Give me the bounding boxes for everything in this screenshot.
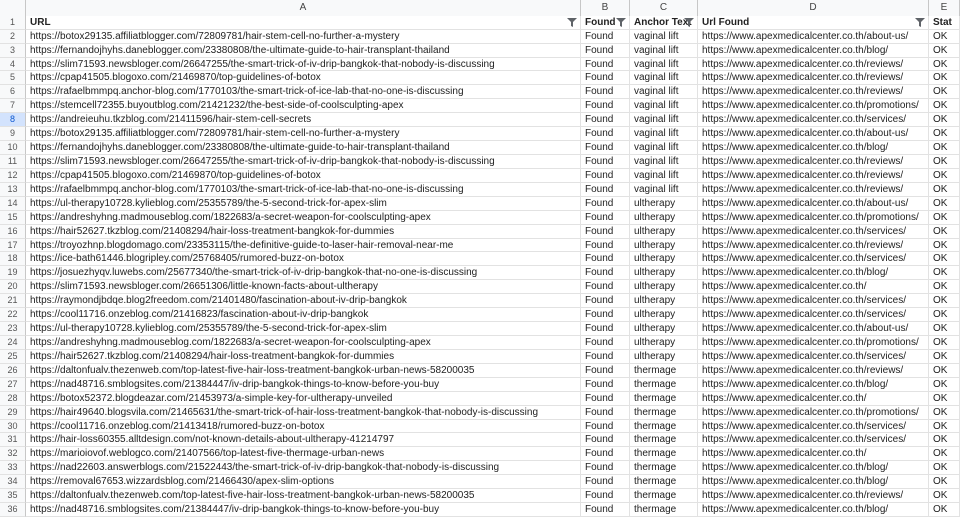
row-number[interactable]: 7 — [0, 99, 26, 113]
cell-status[interactable]: OK — [929, 252, 960, 266]
cell-anchor-text[interactable]: vaginal lift — [630, 169, 698, 183]
cell-url-found[interactable]: https://www.apexmedicalcenter.co.th/blog/ — [698, 44, 929, 58]
cell-anchor-text[interactable]: thermage — [630, 461, 698, 475]
cell-url-found[interactable]: https://www.apexmedicalcenter.co.th/reviews/ — [698, 58, 929, 72]
cell-url[interactable]: https://daltonfualv.thezenweb.com/top-latest-five-hair-loss-treatment-bangkok-urban-news-58200035 — [26, 489, 581, 503]
cell-status[interactable]: OK — [929, 71, 960, 85]
row-number[interactable]: 25 — [0, 350, 26, 364]
cell-found[interactable]: Found — [581, 71, 630, 85]
cell-url-found[interactable]: https://www.apexmedicalcenter.co.th/about-us/ — [698, 322, 929, 336]
cell-status[interactable]: OK — [929, 503, 960, 517]
table-row — [0, 113, 960, 127]
cell-url-found[interactable]: https://www.apexmedicalcenter.co.th/reviews/ — [698, 239, 929, 253]
cell-url[interactable]: https://nad22603.answerblogs.com/21522443/the-smart-trick-of-iv-drip-bangkok-that-nobody-is-discussing — [26, 461, 581, 475]
cell-found[interactable]: Found — [581, 266, 630, 280]
table-row — [0, 503, 960, 517]
cell-anchor-text[interactable]: thermage — [630, 489, 698, 503]
cell-anchor-text[interactable]: thermage — [630, 475, 698, 489]
header-url[interactable] — [26, 16, 581, 30]
table-row — [0, 392, 960, 406]
cell-status[interactable]: OK — [929, 127, 960, 141]
cell-url-found[interactable]: https://www.apexmedicalcenter.co.th/reviews/ — [698, 169, 929, 183]
cell-status[interactable]: OK — [929, 225, 960, 239]
cell-status[interactable]: OK — [929, 183, 960, 197]
cell-anchor-text[interactable]: thermage — [630, 378, 698, 392]
cell-url-found[interactable]: https://www.apexmedicalcenter.co.th/reviews/ — [698, 183, 929, 197]
cell-anchor-text[interactable]: thermage — [630, 503, 698, 517]
cell-status[interactable]: OK — [929, 406, 960, 420]
cell-found[interactable]: Found — [581, 350, 630, 364]
table-row — [0, 183, 960, 197]
cell-status[interactable]: OK — [929, 30, 960, 44]
cell-found[interactable]: Found — [581, 475, 630, 489]
cell-url-found[interactable]: https://www.apexmedicalcenter.co.th/ — [698, 280, 929, 294]
table-row — [0, 71, 960, 85]
cell-url[interactable]: https://andreshyhng.madmouseblog.com/1822683/a-secret-weapon-for-coolsculpting-apex — [26, 336, 581, 350]
header-url-label: URL — [30, 17, 51, 28]
row-number[interactable]: 12 — [0, 169, 26, 183]
cell-anchor-text[interactable]: vaginal lift — [630, 113, 698, 127]
cell-status[interactable]: OK — [929, 113, 960, 127]
table-row — [0, 475, 960, 489]
row-number[interactable]: 2 — [0, 30, 26, 44]
cell-url-found[interactable]: https://www.apexmedicalcenter.co.th/blog/ — [698, 141, 929, 155]
cell-anchor-text[interactable]: vaginal lift — [630, 99, 698, 113]
cell-found[interactable]: Found — [581, 503, 630, 517]
cell-url[interactable]: https://nad48716.smblogsites.com/21384447/iv-drip-bangkok-things-to-know-before-you-buy — [26, 378, 581, 392]
cell-found[interactable]: Found — [581, 461, 630, 475]
filter-icon[interactable] — [915, 18, 925, 27]
row-number[interactable]: 32 — [0, 447, 26, 461]
cell-url-found[interactable]: https://www.apexmedicalcenter.co.th/services/ — [698, 420, 929, 434]
cell-found[interactable]: Found — [581, 44, 630, 58]
table-row — [0, 155, 960, 169]
cell-url[interactable]: https://fernandojhyhs.daneblogger.com/23380808/the-ultimate-guide-to-hair-transplant-thailand — [26, 44, 581, 58]
cell-status[interactable]: OK — [929, 239, 960, 253]
cell-url[interactable]: https://cpap41505.blogoxo.com/21469870/top-guidelines-of-botox — [26, 169, 581, 183]
cell-url[interactable]: https://slim71593.newsbloger.com/26651306/little-known-facts-about-ultherapy — [26, 280, 581, 294]
cell-url-found[interactable]: https://www.apexmedicalcenter.co.th/blog/ — [698, 378, 929, 392]
column-header-b[interactable]: B — [581, 0, 630, 16]
cell-found[interactable]: Found — [581, 378, 630, 392]
cell-anchor-text[interactable]: ultherapy — [630, 308, 698, 322]
cell-status[interactable]: OK — [929, 461, 960, 475]
cell-url-found[interactable]: https://www.apexmedicalcenter.co.th/promotions/ — [698, 211, 929, 225]
cell-found[interactable]: Found — [581, 447, 630, 461]
cell-url-found[interactable]: https://www.apexmedicalcenter.co.th/blog/ — [698, 503, 929, 517]
cell-anchor-text[interactable]: ultherapy — [630, 197, 698, 211]
cell-url[interactable]: https://hair49640.blogsvila.com/21465631/the-smart-trick-of-hair-loss-treatment-bangkok-that-nobody-is-discussing — [26, 406, 581, 420]
table-row — [0, 127, 960, 141]
cell-url-found[interactable]: https://www.apexmedicalcenter.co.th/promotions/ — [698, 99, 929, 113]
cell-status[interactable]: OK — [929, 197, 960, 211]
cell-found[interactable]: Found — [581, 280, 630, 294]
cell-url[interactable]: https://hair52627.tkzblog.com/21408294/hair-loss-treatment-bangkok-for-dummies — [26, 350, 581, 364]
cell-status[interactable]: OK — [929, 99, 960, 113]
cell-status[interactable]: OK — [929, 58, 960, 72]
cell-found[interactable]: Found — [581, 183, 630, 197]
cell-anchor-text[interactable]: ultherapy — [630, 252, 698, 266]
row-number[interactable]: 4 — [0, 58, 26, 72]
cell-url[interactable]: https://andreieuhu.tkzblog.com/21411596/hair-stem-cell-secrets — [26, 113, 581, 127]
cell-found[interactable]: Found — [581, 30, 630, 44]
cell-found[interactable]: Found — [581, 336, 630, 350]
cell-found[interactable]: Found — [581, 169, 630, 183]
row-number[interactable]: 17 — [0, 239, 26, 253]
cell-anchor-text[interactable]: vaginal lift — [630, 30, 698, 44]
cell-status[interactable]: OK — [929, 420, 960, 434]
row-number[interactable]: 9 — [0, 127, 26, 141]
row-number[interactable]: 21 — [0, 294, 26, 308]
cell-url-found[interactable]: https://www.apexmedicalcenter.co.th/reviews/ — [698, 71, 929, 85]
cell-anchor-text[interactable]: ultherapy — [630, 280, 698, 294]
cell-url-found[interactable]: https://www.apexmedicalcenter.co.th/services/ — [698, 350, 929, 364]
cell-url[interactable]: https://removal67653.wizzardsblog.com/21466430/apex-slim-options — [26, 475, 581, 489]
cell-anchor-text[interactable]: vaginal lift — [630, 58, 698, 72]
cell-url[interactable]: https://rafaelbmmpq.anchor-blog.com/1770103/the-smart-trick-of-ice-lab-that-no-one-is-discussing — [26, 183, 581, 197]
cell-url[interactable]: https://botox52372.blogdeazar.com/21453973/a-simple-key-for-ultherapy-unveiled — [26, 392, 581, 406]
cell-anchor-text[interactable]: thermage — [630, 420, 698, 434]
cell-anchor-text[interactable]: thermage — [630, 447, 698, 461]
cell-url[interactable]: https://nad48716.smblogsites.com/21384447/iv-drip-bangkok-things-to-know-before-you-buy — [26, 503, 581, 517]
cell-found[interactable]: Found — [581, 155, 630, 169]
cell-url-found[interactable]: https://www.apexmedicalcenter.co.th/blog/ — [698, 461, 929, 475]
cell-url[interactable]: https://ul-therapy10728.kylieblog.com/25355789/the-5-second-trick-for-apex-slim — [26, 197, 581, 211]
cell-url[interactable]: https://cpap41505.blogoxo.com/21469870/top-guidelines-of-botox — [26, 71, 581, 85]
cell-status[interactable]: OK — [929, 155, 960, 169]
cell-anchor-text[interactable]: ultherapy — [630, 350, 698, 364]
table-row — [0, 44, 960, 58]
cell-anchor-text[interactable]: ultherapy — [630, 225, 698, 239]
cell-url[interactable]: https://ul-therapy10728.kylieblog.com/25355789/the-5-second-trick-for-apex-slim — [26, 322, 581, 336]
cell-anchor-text[interactable]: vaginal lift — [630, 155, 698, 169]
cell-url-found[interactable]: https://www.apexmedicalcenter.co.th/ — [698, 447, 929, 461]
cell-anchor-text[interactable]: vaginal lift — [630, 141, 698, 155]
row-number[interactable]: 23 — [0, 322, 26, 336]
cell-status[interactable]: OK — [929, 447, 960, 461]
cell-status[interactable]: OK — [929, 141, 960, 155]
cell-anchor-text[interactable]: vaginal lift — [630, 44, 698, 58]
cell-found[interactable]: Found — [581, 127, 630, 141]
cell-status[interactable]: OK — [929, 433, 960, 447]
row-number[interactable]: 36 — [0, 503, 26, 517]
cell-url-found[interactable]: https://www.apexmedicalcenter.co.th/services/ — [698, 308, 929, 322]
cell-anchor-text[interactable]: vaginal lift — [630, 183, 698, 197]
row-number[interactable]: 33 — [0, 461, 26, 475]
cell-url[interactable]: https://botox29135.affiliatblogger.com/72809781/hair-stem-cell-no-further-a-mystery — [26, 127, 581, 141]
cell-url-found[interactable]: https://www.apexmedicalcenter.co.th/promotions/ — [698, 336, 929, 350]
table-row — [0, 336, 960, 350]
header-row — [0, 16, 960, 30]
column-header-a[interactable]: A — [26, 0, 581, 16]
header-url-found[interactable] — [698, 16, 929, 30]
table-row — [0, 99, 960, 113]
cell-url[interactable]: https://rafaelbmmpq.anchor-blog.com/1770103/the-smart-trick-of-ice-lab-that-no-one-is-discussing — [26, 85, 581, 99]
filter-icon[interactable] — [684, 18, 694, 27]
table-row — [0, 406, 960, 420]
cell-found[interactable]: Found — [581, 489, 630, 503]
cell-status[interactable]: OK — [929, 85, 960, 99]
row-number[interactable]: 24 — [0, 336, 26, 350]
row-number[interactable]: 28 — [0, 392, 26, 406]
cell-found[interactable]: Found — [581, 58, 630, 72]
column-header-d[interactable]: D — [698, 0, 929, 16]
cell-url[interactable]: https://troyozhnp.blogdomago.com/23353115/the-definitive-guide-to-laser-hair-removal-near-me — [26, 239, 581, 253]
cell-status[interactable]: OK — [929, 308, 960, 322]
cell-url-found[interactable]: https://www.apexmedicalcenter.co.th/reviews/ — [698, 489, 929, 503]
cell-url[interactable]: https://slim71593.newsbloger.com/26647255/the-smart-trick-of-iv-drip-bangkok-that-nobody-is-discussing — [26, 155, 581, 169]
cell-status[interactable]: OK — [929, 280, 960, 294]
row-number[interactable]: 19 — [0, 266, 26, 280]
row-number[interactable]: 29 — [0, 406, 26, 420]
cell-url-found[interactable]: https://www.apexmedicalcenter.co.th/services/ — [698, 225, 929, 239]
cell-url-found[interactable]: https://www.apexmedicalcenter.co.th/services/ — [698, 113, 929, 127]
table-row — [0, 85, 960, 99]
cell-url[interactable]: https://raymondjbdqe.blog2freedom.com/21401480/fascination-about-iv-drip-bangkok — [26, 294, 581, 308]
cell-found[interactable]: Found — [581, 392, 630, 406]
cell-status[interactable]: OK — [929, 322, 960, 336]
table-row — [0, 433, 960, 447]
cell-found[interactable]: Found — [581, 85, 630, 99]
cell-url[interactable]: https://daltonfualv.thezenweb.com/top-latest-five-hair-loss-treatment-bangkok-urban-news-58200035 — [26, 364, 581, 378]
cell-anchor-text[interactable]: ultherapy — [630, 239, 698, 253]
table-row — [0, 461, 960, 475]
header-status[interactable] — [929, 16, 960, 30]
cell-url[interactable]: https://stemcell72355.buyoutblog.com/21421232/the-best-side-of-coolsculpting-apex — [26, 99, 581, 113]
cell-found[interactable]: Found — [581, 141, 630, 155]
row-number[interactable]: 1 — [0, 16, 26, 30]
cell-anchor-text[interactable]: thermage — [630, 433, 698, 447]
cell-url-found[interactable]: https://www.apexmedicalcenter.co.th/reviews/ — [698, 85, 929, 99]
cell-url[interactable]: https://marioiovof.weblogco.com/21407566/top-latest-five-thermage-urban-news — [26, 447, 581, 461]
cell-url[interactable]: https://cool11716.onzeblog.com/21413418/rumored-buzz-on-botox — [26, 420, 581, 434]
cell-anchor-text[interactable]: vaginal lift — [630, 127, 698, 141]
row-number[interactable]: 34 — [0, 475, 26, 489]
cell-url-found[interactable]: https://www.apexmedicalcenter.co.th/ — [698, 392, 929, 406]
cell-url-found[interactable]: https://www.apexmedicalcenter.co.th/about-us/ — [698, 127, 929, 141]
cell-status[interactable]: OK — [929, 211, 960, 225]
row-number[interactable]: 15 — [0, 211, 26, 225]
select-all-corner[interactable] — [0, 0, 26, 16]
cell-anchor-text[interactable]: thermage — [630, 392, 698, 406]
cell-found[interactable]: Found — [581, 99, 630, 113]
cell-found[interactable]: Found — [581, 420, 630, 434]
cell-url-found[interactable]: https://www.apexmedicalcenter.co.th/promotions/ — [698, 406, 929, 420]
cell-url-found[interactable]: https://www.apexmedicalcenter.co.th/services/ — [698, 433, 929, 447]
column-header-c[interactable]: C — [630, 0, 698, 16]
filter-icon[interactable] — [567, 18, 577, 27]
header-status-label: Stat — [933, 17, 952, 28]
cell-url[interactable]: https://hair52627.tkzblog.com/21408294/hair-loss-treatment-bangkok-for-dummies — [26, 225, 581, 239]
table-row — [0, 280, 960, 294]
table-row — [0, 141, 960, 155]
cell-status[interactable]: OK — [929, 489, 960, 503]
cell-anchor-text[interactable]: thermage — [630, 406, 698, 420]
table-row — [0, 378, 960, 392]
cell-anchor-text[interactable]: ultherapy — [630, 266, 698, 280]
row-number[interactable]: 20 — [0, 280, 26, 294]
cell-status[interactable]: OK — [929, 44, 960, 58]
filter-icon[interactable] — [616, 18, 626, 27]
header-anchor-label: Anchor Text — [634, 17, 692, 28]
table-row — [0, 225, 960, 239]
cell-found[interactable]: Found — [581, 364, 630, 378]
cell-url-found[interactable]: https://www.apexmedicalcenter.co.th/services/ — [698, 294, 929, 308]
row-number[interactable]: 26 — [0, 364, 26, 378]
cell-status[interactable]: OK — [929, 475, 960, 489]
row-number[interactable]: 13 — [0, 183, 26, 197]
row-number[interactable]: 10 — [0, 141, 26, 155]
table-row — [0, 30, 960, 44]
cell-status[interactable]: OK — [929, 350, 960, 364]
cell-found[interactable]: Found — [581, 252, 630, 266]
row-number[interactable]: 11 — [0, 155, 26, 169]
table-row — [0, 350, 960, 364]
cell-anchor-text[interactable]: ultherapy — [630, 294, 698, 308]
row-number[interactable]: 18 — [0, 252, 26, 266]
cell-status[interactable]: OK — [929, 364, 960, 378]
header-url-found-label: Url Found — [702, 17, 750, 28]
cell-url-found[interactable]: https://www.apexmedicalcenter.co.th/services/ — [698, 252, 929, 266]
row-number[interactable]: 5 — [0, 71, 26, 85]
table-row — [0, 266, 960, 280]
cell-status[interactable]: OK — [929, 294, 960, 308]
header-anchor-text[interactable] — [630, 16, 698, 30]
cell-url-found[interactable]: https://www.apexmedicalcenter.co.th/reviews/ — [698, 364, 929, 378]
cell-url-found[interactable]: https://www.apexmedicalcenter.co.th/reviews/ — [698, 155, 929, 169]
cell-url[interactable]: https://ice-bath61446.blogripley.com/25768405/rumored-buzz-on-botox — [26, 252, 581, 266]
row-number[interactable]: 6 — [0, 85, 26, 99]
cell-url[interactable]: https://hair-loss60355.alltdesign.com/not-known-details-about-ultherapy-41214797 — [26, 433, 581, 447]
row-number[interactable]: 30 — [0, 420, 26, 434]
cell-status[interactable]: OK — [929, 169, 960, 183]
table-row — [0, 308, 960, 322]
header-found-label: Found — [585, 17, 616, 28]
row-number[interactable]: 3 — [0, 44, 26, 58]
table-row — [0, 58, 960, 72]
cell-found[interactable]: Found — [581, 239, 630, 253]
cell-url[interactable]: https://fernandojhyhs.daneblogger.com/23380808/the-ultimate-guide-to-hair-transplant-thailand — [26, 141, 581, 155]
row-number[interactable]: 8 — [0, 113, 26, 127]
cell-found[interactable]: Found — [581, 406, 630, 420]
cell-url-found[interactable]: https://www.apexmedicalcenter.co.th/blog/ — [698, 475, 929, 489]
cell-anchor-text[interactable]: ultherapy — [630, 336, 698, 350]
cell-url-found[interactable]: https://www.apexmedicalcenter.co.th/about-us/ — [698, 197, 929, 211]
cell-url[interactable]: https://slim71593.newsbloger.com/26647255/the-smart-trick-of-iv-drip-bangkok-that-nobody-is-discussing — [26, 58, 581, 72]
cell-anchor-text[interactable]: thermage — [630, 364, 698, 378]
cell-found[interactable]: Found — [581, 308, 630, 322]
cell-found[interactable]: Found — [581, 433, 630, 447]
table-row — [0, 294, 960, 308]
row-number[interactable]: 35 — [0, 489, 26, 503]
table-row — [0, 211, 960, 225]
table-row — [0, 489, 960, 503]
cell-status[interactable]: OK — [929, 378, 960, 392]
column-header-bar — [0, 0, 960, 17]
cell-status[interactable]: OK — [929, 392, 960, 406]
cell-found[interactable]: Found — [581, 225, 630, 239]
row-number[interactable]: 14 — [0, 197, 26, 211]
cell-url-found[interactable]: https://www.apexmedicalcenter.co.th/about-us/ — [698, 30, 929, 44]
row-number[interactable]: 16 — [0, 225, 26, 239]
table-row — [0, 169, 960, 183]
cell-url[interactable]: https://andreshyhng.madmouseblog.com/1822683/a-secret-weapon-for-coolsculpting-apex — [26, 211, 581, 225]
row-number[interactable]: 27 — [0, 378, 26, 392]
row-number[interactable]: 22 — [0, 308, 26, 322]
table-row — [0, 420, 960, 434]
table-row — [0, 447, 960, 461]
cell-found[interactable]: Found — [581, 322, 630, 336]
cell-url[interactable]: https://josuezhyqv.luwebs.com/25677340/the-smart-trick-of-iv-drip-bangkok-that-no-one-is-discussing — [26, 266, 581, 280]
cell-url-found[interactable]: https://www.apexmedicalcenter.co.th/blog/ — [698, 266, 929, 280]
cell-status[interactable]: OK — [929, 266, 960, 280]
table-row — [0, 252, 960, 266]
table-row — [0, 364, 960, 378]
cell-status[interactable]: OK — [929, 336, 960, 350]
cell-found[interactable]: Found — [581, 211, 630, 225]
cell-found[interactable]: Found — [581, 197, 630, 211]
header-found[interactable] — [581, 16, 630, 30]
cell-url[interactable]: https://botox29135.affiliatblogger.com/72809781/hair-stem-cell-no-further-a-mystery — [26, 30, 581, 44]
column-header-e[interactable]: E — [929, 0, 960, 16]
cell-anchor-text[interactable]: vaginal lift — [630, 71, 698, 85]
cell-anchor-text[interactable]: vaginal lift — [630, 85, 698, 99]
cell-url[interactable]: https://cool11716.onzeblog.com/21416823/fascination-about-iv-drip-bangkok — [26, 308, 581, 322]
cell-anchor-text[interactable]: ultherapy — [630, 211, 698, 225]
cell-found[interactable]: Found — [581, 294, 630, 308]
cell-found[interactable]: Found — [581, 113, 630, 127]
row-number[interactable]: 31 — [0, 433, 26, 447]
table-row — [0, 239, 960, 253]
cell-anchor-text[interactable]: ultherapy — [630, 322, 698, 336]
table-row — [0, 197, 960, 211]
table-row — [0, 322, 960, 336]
